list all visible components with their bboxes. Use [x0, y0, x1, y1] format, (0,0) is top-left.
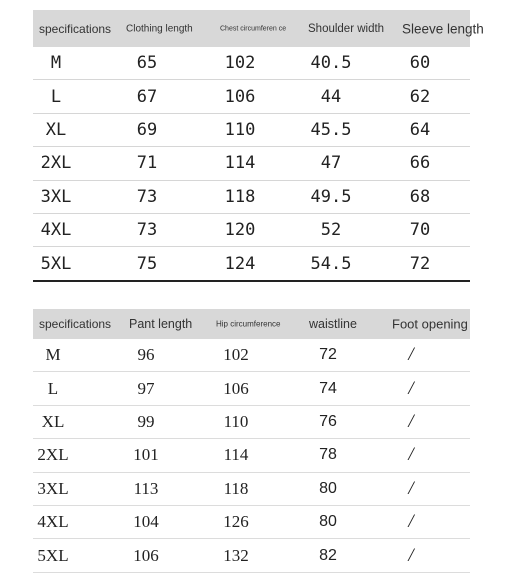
table-row [33, 181, 470, 214]
size-cell: 5XL [40, 253, 72, 274]
pant-length-cell: 101 [133, 445, 159, 465]
hip-cell: 132 [223, 545, 249, 565]
size-cell: XL [45, 119, 67, 140]
clothing-length-cell: 71 [136, 153, 158, 174]
header-hip-circumference: Hip circumference [216, 319, 281, 329]
hip-cell: 118 [223, 478, 249, 498]
chest-cell: 114 [224, 153, 256, 174]
waistline-cell: 80 [319, 513, 337, 531]
table-row [33, 473, 470, 506]
sleeve-cell: 66 [409, 153, 431, 174]
pant-length-cell: 106 [133, 545, 159, 565]
table-row [33, 506, 470, 539]
size-cell: 3XL [37, 478, 69, 498]
hip-cell: 102 [223, 345, 249, 365]
sleeve-cell: 64 [409, 119, 431, 140]
shoulder-cell: 45.5 [310, 119, 352, 140]
header-chest-circumference: Chest circumferen ce [220, 25, 287, 32]
waistline-cell: 72 [319, 346, 337, 364]
table-row [33, 247, 470, 281]
pant-length-cell: 97 [137, 378, 155, 398]
size-cell: 5XL [37, 545, 69, 565]
table-row [33, 439, 470, 472]
table-row [33, 406, 470, 439]
table-row [33, 339, 470, 372]
bottom-size-table [33, 309, 470, 573]
clothing-length-cell: 73 [136, 220, 158, 241]
size-cell: XL [41, 411, 65, 431]
size-cell: M [50, 53, 62, 74]
foot-opening-cell: / [408, 511, 414, 533]
foot-opening-cell: / [408, 377, 414, 399]
chest-cell: 110 [224, 119, 256, 140]
table-row [33, 214, 470, 247]
clothing-length-cell: 73 [136, 186, 158, 207]
size-cell: 2XL [37, 445, 69, 465]
header-sleeve-length: Sleeve length [402, 21, 484, 36]
table-row [33, 114, 470, 147]
sleeve-cell: 72 [409, 253, 431, 274]
waistline-cell: 80 [319, 479, 337, 497]
size-cell: 4XL [40, 220, 72, 241]
size-cell: L [47, 378, 59, 398]
table-row [33, 372, 470, 405]
shoulder-cell: 52 [320, 220, 342, 241]
chest-cell: 124 [224, 253, 256, 274]
size-cell: 2XL [40, 153, 72, 174]
shoulder-cell: 44 [320, 86, 342, 107]
hip-cell: 126 [223, 512, 249, 532]
foot-opening-cell: / [408, 444, 414, 466]
pant-length-cell: 113 [133, 478, 159, 498]
foot-opening-cell: / [408, 344, 414, 366]
header-shoulder-width: Shoulder width [308, 22, 385, 35]
sleeve-cell: 62 [409, 86, 431, 107]
header-pant-length: Pant length [129, 317, 193, 331]
sleeve-cell: 70 [409, 220, 431, 241]
bottom-table-header [33, 309, 470, 339]
header-specifications: specifications [39, 21, 112, 36]
header-specifications: specifications [39, 317, 112, 331]
foot-opening-cell: / [408, 544, 414, 566]
table-row [33, 80, 470, 113]
clothing-length-cell: 65 [136, 53, 158, 74]
table-row [33, 47, 470, 80]
clothing-length-cell: 75 [136, 253, 158, 274]
waistline-cell: 74 [319, 379, 337, 397]
size-cell: L [50, 86, 62, 107]
size-cell: 3XL [40, 186, 72, 207]
waistline-cell: 76 [319, 412, 337, 430]
hip-cell: 106 [223, 378, 249, 398]
table-row [33, 147, 470, 180]
chest-cell: 102 [224, 53, 256, 74]
waistline-cell: 82 [319, 546, 337, 564]
header-clothing-length: Clothing length [126, 23, 193, 34]
foot-opening-cell: / [408, 410, 414, 432]
header-waistline: waistline [309, 317, 357, 331]
chest-cell: 106 [224, 86, 256, 107]
sleeve-cell: 68 [409, 186, 431, 207]
size-cell: 4XL [37, 512, 69, 532]
chest-cell: 118 [224, 186, 256, 207]
pant-length-cell: 96 [137, 345, 155, 365]
chest-cell: 120 [224, 220, 256, 241]
header-foot-opening: Foot opening [392, 316, 468, 332]
pant-length-cell: 104 [133, 512, 159, 532]
hip-cell: 114 [223, 445, 249, 465]
top-table-header [33, 10, 484, 47]
clothing-length-cell: 67 [136, 86, 158, 107]
clothing-length-cell: 69 [136, 119, 158, 140]
shoulder-cell: 40.5 [310, 53, 352, 74]
sleeve-cell: 60 [409, 53, 431, 74]
shoulder-cell: 47 [320, 153, 342, 174]
shoulder-cell: 49.5 [310, 186, 352, 207]
waistline-cell: 78 [319, 446, 337, 464]
size-cell: M [45, 345, 61, 365]
shoulder-cell: 54.5 [310, 253, 352, 274]
foot-opening-cell: / [408, 477, 414, 499]
top-size-table [33, 10, 484, 282]
hip-cell: 110 [223, 411, 249, 431]
table-row [33, 539, 470, 572]
pant-length-cell: 99 [137, 411, 155, 431]
